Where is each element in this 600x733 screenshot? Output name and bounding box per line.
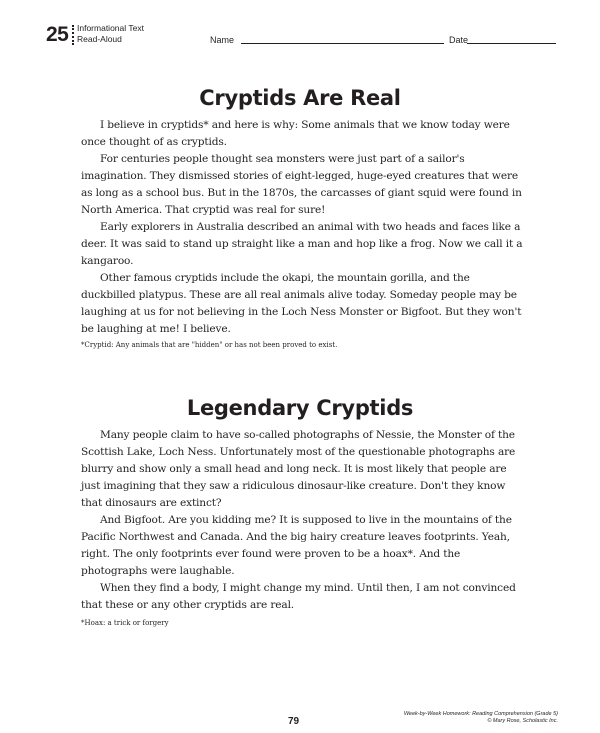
name-field[interactable] [241, 43, 444, 44]
copyright-credit [404, 711, 558, 725]
credit-line1: Week-by-Week Homework: Reading Comprehension (Grade 5) [403, 711, 558, 717]
name-label: Name [210, 35, 235, 45]
lesson-type-line2: Read-Aloud [77, 34, 122, 44]
paragraph: I believe in cryptids* and here is why: Some animals that we know today were once thought of as cryptids. [81, 119, 510, 148]
paragraph: Many people claim to have so-called photographs of Nessie, the Monster of the Scottish Lake, Loch Ness. Unfortunately most of the questionable photographs are blurry and show only a small head and long neck. It is most likely that people are just imagining that they saw a ridiculous dinosaur-like creature. Don't they know that dinosaurs are extinct? [81, 429, 516, 509]
section-body-cryptids-are-real [81, 117, 526, 338]
date-label: Date [449, 35, 469, 45]
dotted-divider [72, 25, 74, 45]
credit-line2: © Mary Rose, Scholastic Inc. [487, 718, 558, 724]
paragraph: And Bigfoot. Are you kidding me? It is supposed to live in the mountains of the Pacific Northwest and Canada. And the big hairy creature leaves footprints. Yeah, right. The only footprints ever found were proven to be a hoax*. And the photographs were laughable. [81, 514, 512, 577]
section-title-legendary-cryptids: Legendary Cryptids [186, 396, 414, 420]
section-title-cryptids-are-real: Cryptids Are Real [199, 86, 401, 110]
footnote-cryptid: *Cryptid: Any animals that are "hidden" or has not been proved to exist. [81, 341, 338, 349]
worksheet-header [46, 22, 556, 48]
lesson-type [77, 23, 144, 45]
lesson-number: 25 [46, 23, 69, 46]
date-field[interactable] [467, 43, 556, 44]
paragraph: When they find a body, I might change my mind. Until then, I am not convinced that these or any other cryptids are real. [81, 582, 516, 611]
page-number: 79 [288, 716, 300, 727]
paragraph: Early explorers in Australia described an animal with two heads and faces like a deer. It was said to stand up straight like a man and hop like a frog. Now we call it a kangaroo. [81, 221, 523, 267]
section-body-legendary-cryptids [81, 427, 526, 614]
footnote-hoax: *Hoax: a trick or forgery [81, 619, 169, 627]
paragraph: For centuries people thought sea monsters were just part of a sailor's imagination. They dismissed stories of eight-legged, huge-eyed creatures that were as long as a school bus. But in the 1870s, the carcasses of giant squid were found in North America. That cryptid was real for sure! [81, 153, 522, 216]
paragraph: Other famous cryptids include the okapi, the mountain gorilla, and the duckbilled platypus. These are all real animals alive today. Someday people may be laughing at us for not believing in the Loch Ness Monster or Bigfoot. But they won't be laughing at me! I believe. [81, 272, 522, 335]
lesson-type-line1: Informational Text [77, 23, 144, 33]
